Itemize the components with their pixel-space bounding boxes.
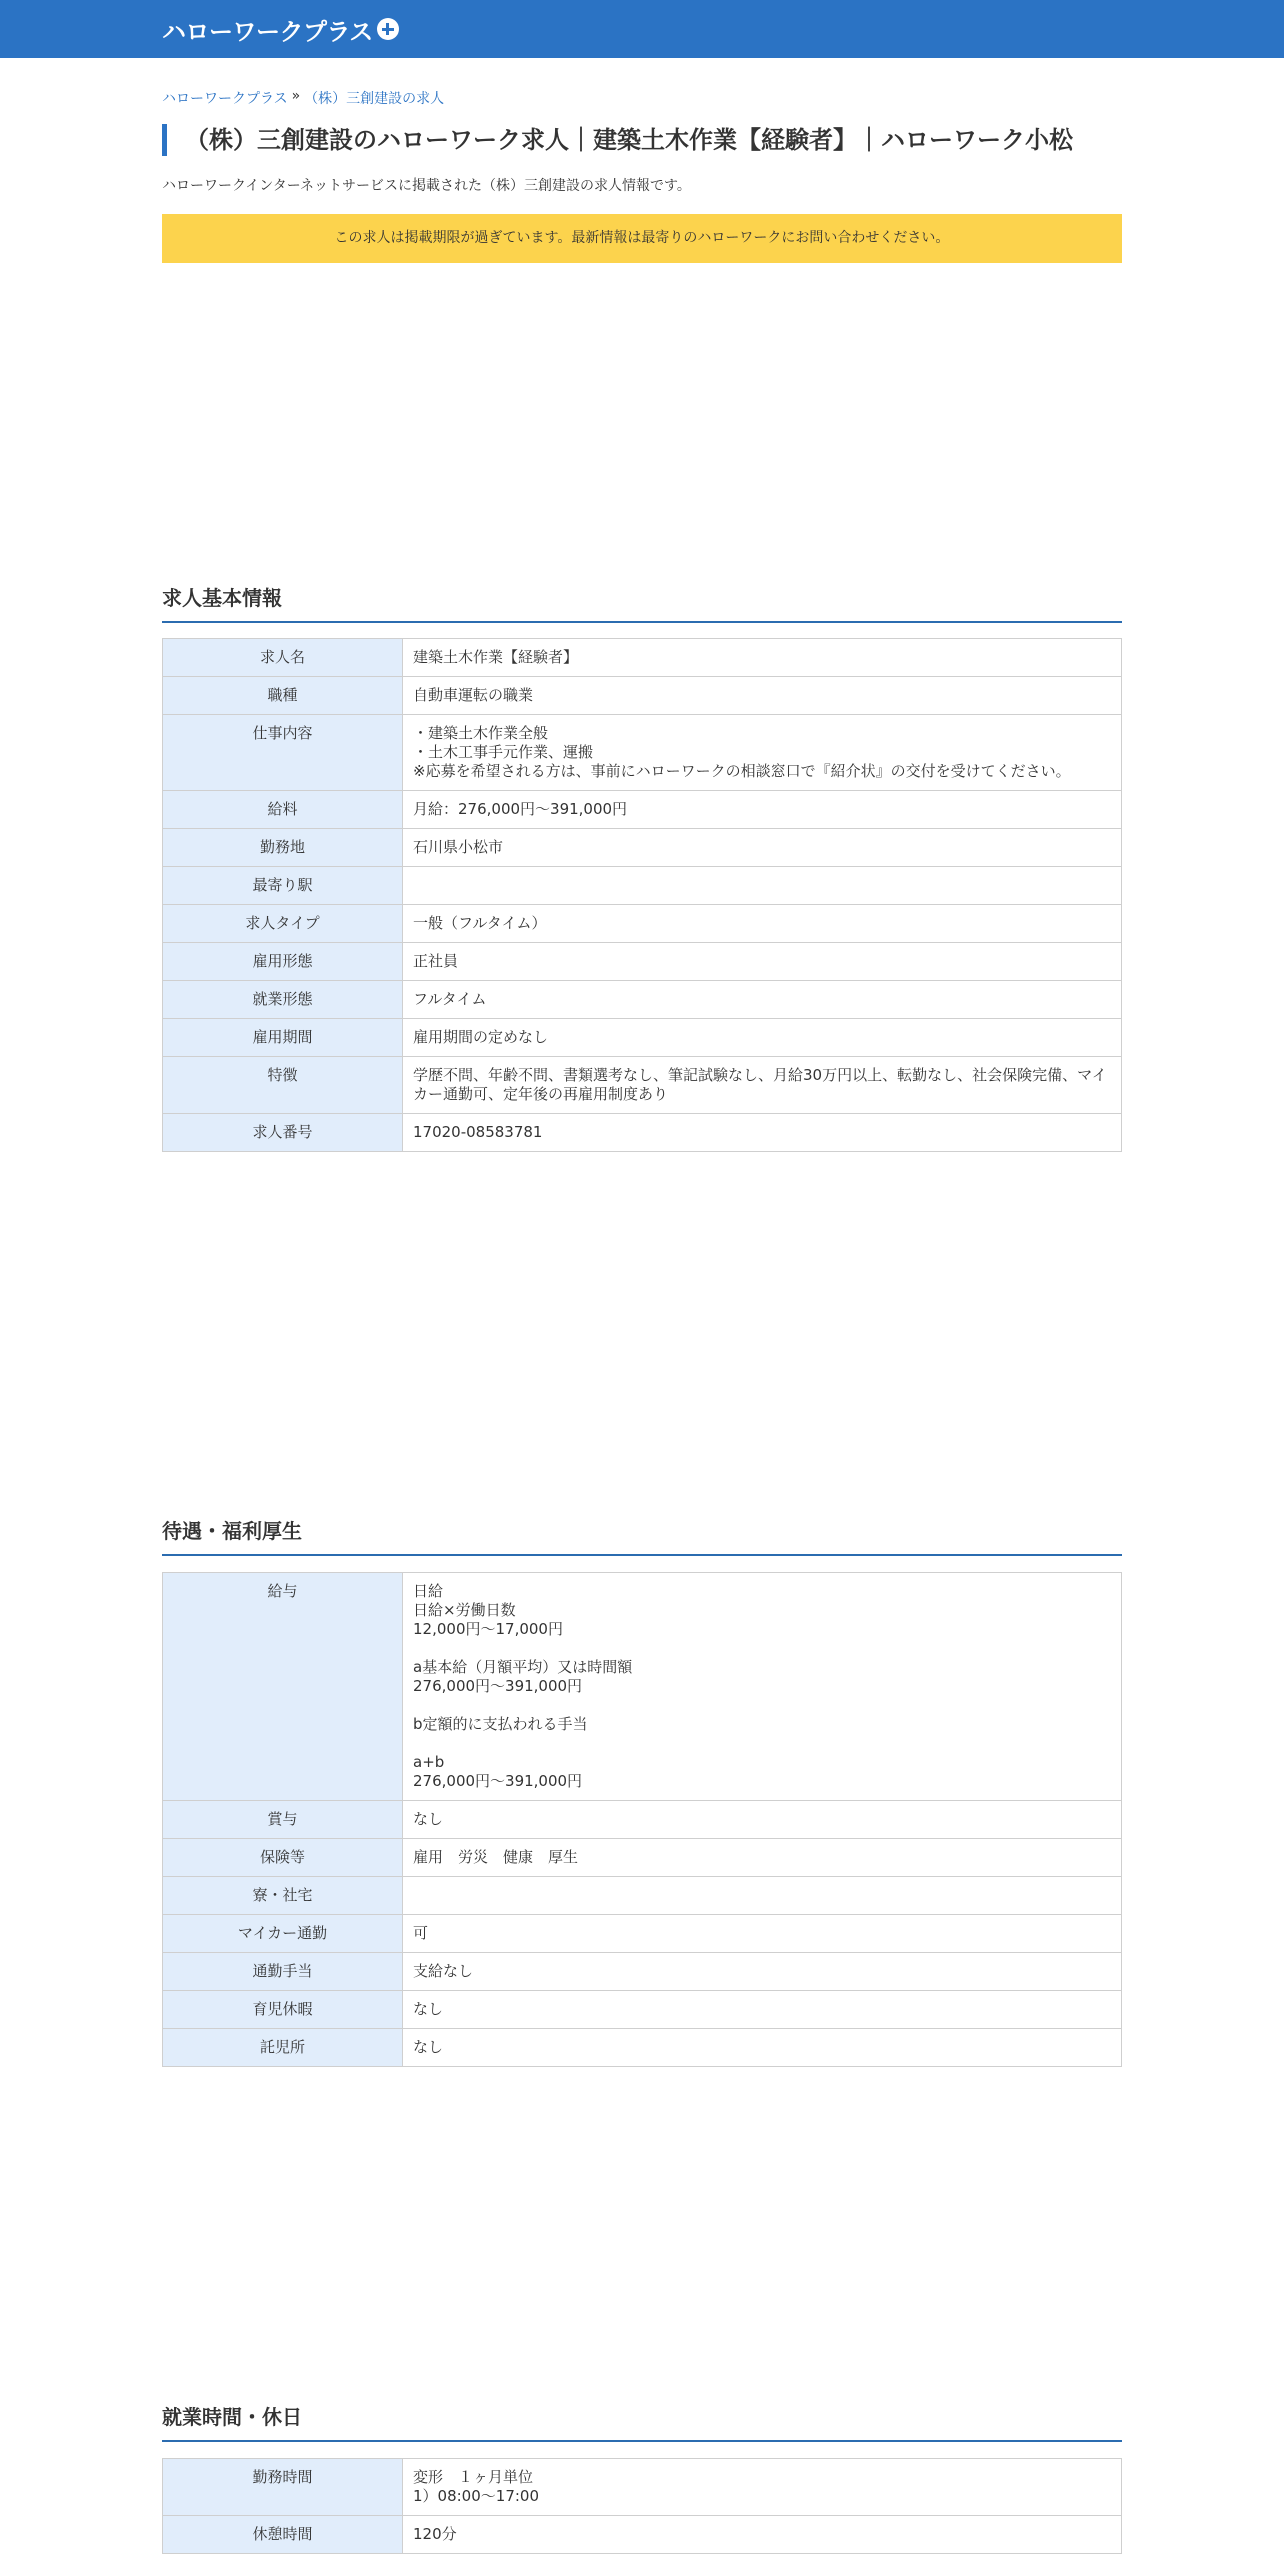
welfare-table [162,1572,1122,2067]
row-value: 正社員 [403,943,1122,981]
breadcrumb-current-link[interactable]: （株）三創建設の求人 [304,91,445,107]
row-value: 120分 [403,2516,1122,2554]
row-label: 寮・社宅 [163,1877,403,1915]
table-row [163,867,1122,905]
row-value: 雇用期間の定めなし [403,1019,1122,1057]
section-title-basic: 求人基本情報 [162,582,1122,623]
plus-circle-icon [377,18,399,40]
row-value: 学歴不問、年齢不問、書類選考なし、筆記試験なし、月給30万円以上、転勤なし、社会保険完備、マイカー通勤可、定年後の再雇用制度あり [403,1057,1122,1114]
table-row [163,1877,1122,1915]
section-title-hours: 就業時間・休日 [162,2401,1122,2442]
table-row [163,639,1122,677]
row-label: 求人タイプ [163,905,403,943]
breadcrumb-home-link[interactable]: ハローワークプラス [162,91,288,107]
row-label: 求人番号 [163,1114,403,1152]
table-row [163,1801,1122,1839]
breadcrumb-separator: » [291,88,301,104]
row-value: ・建築土木作業全般 ・土木工事手元作業、運搬 ※応募を希望される方は、事前にハローワークの相談窓口で『紹介状』の交付を受けてください。 [403,715,1122,791]
expired-notice: この求人は掲載期限が過ぎています。最新情報は最寄りのハローワークにお問い合わせください。 [162,214,1122,263]
row-label: 勤務時間 [163,2459,403,2516]
site-header [0,0,1284,58]
row-label: 職種 [163,677,403,715]
hours-table [162,2458,1122,2554]
row-label: 雇用期間 [163,1019,403,1057]
intro-text: ハローワークインターネットサービスに掲載された（株）三創建設の求人情報です。 [162,178,691,194]
row-value: なし [403,1801,1122,1839]
table-row [163,1573,1122,1801]
table-row [163,1839,1122,1877]
table-row [163,1915,1122,1953]
row-value: 変形 １ヶ月単位 1）08:00～17:00 [403,2459,1122,2516]
table-row [163,1991,1122,2029]
row-label: 休憩時間 [163,2516,403,2554]
row-label: 給与 [163,1573,403,1801]
row-value [403,1877,1122,1915]
row-value: 雇用 労災 健康 厚生 [403,1839,1122,1877]
table-row [163,715,1122,791]
row-value: なし [403,2029,1122,2067]
section-title-welfare: 待遇・福利厚生 [162,1515,1122,1556]
row-value [403,867,1122,905]
row-value: 建築土木作業【経験者】 [403,639,1122,677]
row-value: 月給：276,000円～391,000円 [403,791,1122,829]
row-value: 17020-08583781 [403,1114,1122,1152]
row-value: 一般（フルタイム） [403,905,1122,943]
table-row [163,2516,1122,2554]
site-logo[interactable] [162,12,399,46]
table-row [163,2029,1122,2067]
table-row [163,2459,1122,2516]
row-value: 支給なし [403,1953,1122,1991]
row-value: 石川県小松市 [403,829,1122,867]
table-row [163,1953,1122,1991]
row-label: 勤務地 [163,829,403,867]
logo-text: ハローワークプラス [162,17,373,46]
basic-info-table [162,638,1122,1152]
row-label: 託児所 [163,2029,403,2067]
row-label: 求人名 [163,639,403,677]
row-label: 仕事内容 [163,715,403,791]
table-row [163,1019,1122,1057]
row-label: 最寄り駅 [163,867,403,905]
row-label: 保険等 [163,1839,403,1877]
row-value: フルタイム [403,981,1122,1019]
row-value: 日給 日給×労働日数 12,000円～17,000円 a基本給（月額平均）又は時間額 276,000円～391,000円 b定額的に支払われる手当 a+b 276,000円～391,000円 [403,1573,1122,1801]
row-value: なし [403,1991,1122,2029]
row-value: 可 [403,1915,1122,1953]
row-label: 特徴 [163,1057,403,1114]
table-row [163,677,1122,715]
row-label: マイカー通勤 [163,1915,403,1953]
row-value: 自動車運転の職業 [403,677,1122,715]
row-label: 雇用形態 [163,943,403,981]
page-title: （株）三創建設のハローワーク求人｜建築土木作業【経験者】｜ハローワーク小松 [162,124,1122,156]
table-row [163,829,1122,867]
table-row [163,943,1122,981]
table-row [163,1114,1122,1152]
row-label: 通勤手当 [163,1953,403,1991]
row-label: 賞与 [163,1801,403,1839]
row-label: 給料 [163,791,403,829]
table-row [163,1057,1122,1114]
table-row [163,791,1122,829]
row-label: 就業形態 [163,981,403,1019]
table-row [163,905,1122,943]
row-label: 育児休暇 [163,1991,403,2029]
table-row [163,981,1122,1019]
breadcrumb [162,88,444,108]
